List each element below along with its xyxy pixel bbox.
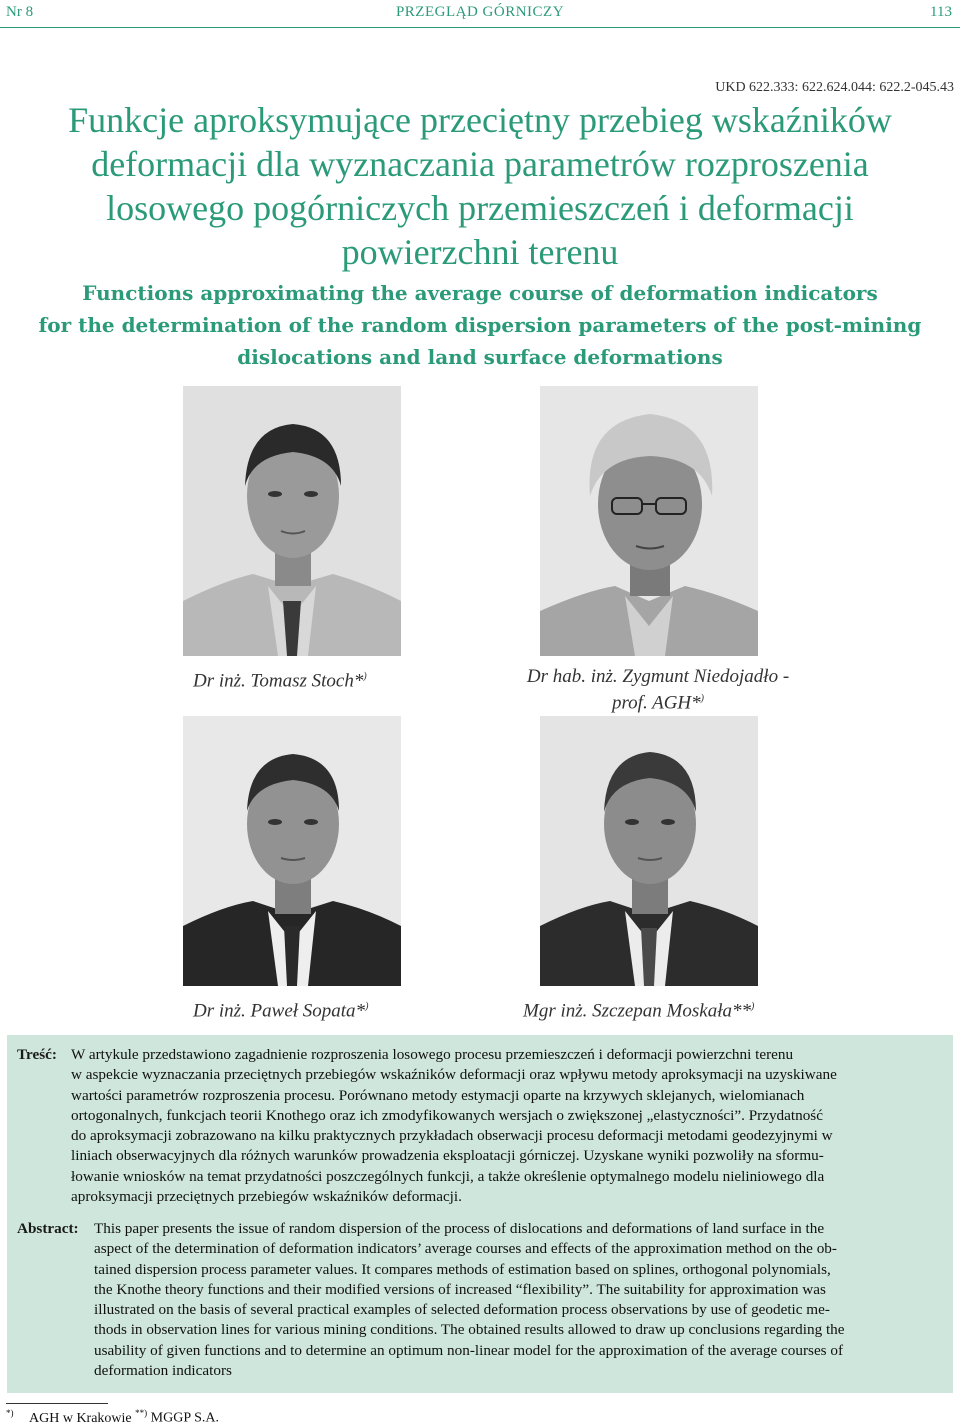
author-name: Dr hab. inż. Zygmunt Niedojadło - — [526, 666, 790, 687]
author-name: Mgr inż. Szczepan Moskała** — [523, 1000, 751, 1022]
author-name-cont: prof. AGH* — [611, 692, 701, 714]
footnote — [6, 1408, 219, 1427]
footnote-text: AGH w Krakowie — [29, 1410, 132, 1426]
abstract-line: thods in observation lines for various mining conditions. The obtained results allowed to draw up conclusions regarding the — [94, 1321, 845, 1339]
ukd-code: UKD 622.333: 622.624.044: 622.2-045.43 — [715, 80, 954, 95]
title-line: Funkcje aproksymujące przeciętny przebieg wskaźników — [68, 100, 892, 140]
running-header — [0, 0, 960, 26]
article-title — [0, 98, 960, 274]
footnote-text: MGGP S.A. — [150, 1410, 219, 1426]
abstract-en-label: Abstract: — [17, 1220, 79, 1237]
author-caption — [508, 666, 808, 714]
abstract-line: ortogonalnych, funkcjach teorii Knothego oraz ich zmodyfikowanych wersjach o zwiększonej „elastyczności”. Przydatność — [71, 1106, 823, 1124]
subtitle-line: Functions approximating the average course of deformation indicators — [82, 281, 878, 305]
abstract-pl-text — [71, 1045, 940, 1207]
author-name: Dr inż. Tomasz Stoch* — [193, 670, 364, 692]
author-caption — [193, 666, 367, 692]
abstract-line: This paper presents the issue of random dispersion of the process of dislocations and deformations of land surface in the — [94, 1220, 825, 1237]
issue-number: Nr 8 — [6, 4, 34, 20]
abstract-line: deformation indicators — [94, 1362, 232, 1380]
abstract-line: do aproksymacji zobrazowano na kilku praktycznych przykładach obserwacji procesu deformacji metodami geodezyjnymi w — [71, 1127, 833, 1145]
abstract-line: łowanie wniosków na temat przydatności poszczególnych funkcji, a także określenie optymalnego modelu nieliniowego dla — [71, 1167, 825, 1185]
header-rule — [0, 27, 960, 28]
journal-name: PRZEGLĄD GÓRNICZY — [395, 4, 565, 20]
title-line: powierzchni terenu — [341, 232, 619, 272]
footnote-rule — [6, 1403, 108, 1404]
abstract-line: the Knothe theory functions and their modified versions of increased “flexibility”. The suitability for approximation was — [94, 1280, 826, 1298]
page-number: 113 — [930, 4, 952, 20]
abstract-en-text — [94, 1219, 940, 1381]
author-mark: ) — [363, 671, 367, 682]
author-photo — [540, 716, 758, 986]
abstract-line: W artykule przedstawiono zagadnienie rozproszenia losowego procesu przemieszczeń i deformacji powierzchni terenu — [71, 1046, 794, 1063]
abstract-line: illustrated on the basis of several practical examples of selected deformation process observations by use of geodetic me- — [94, 1301, 830, 1319]
abstract-line: tained dispersion process parameter values. It compares methods of estimation based on splines, orthogonal polynomials, — [94, 1260, 831, 1278]
abstract-line: w aspekcie wyznaczania przeciętnych przebiegów wskaźników deformacji oraz wpływu metody aproksymacji na uzyskiwane — [71, 1066, 837, 1084]
article-subtitle — [0, 277, 960, 373]
author-mark: ) — [750, 1001, 755, 1012]
author-photo — [183, 716, 401, 986]
abstract-line: aproksymacji przeciętnych przebiegów wskaźników deformacji. — [71, 1188, 462, 1206]
abstract-line: aspect of the determination of deformation indicators’ average courses and effects of the approximation method on the ob- — [94, 1240, 837, 1258]
author-photo — [183, 386, 401, 656]
footnote-mark: *) — [6, 1408, 14, 1418]
abstract-line: usability of given functions and to determine an optimum non-linear model for the approximation of the average courses of — [94, 1341, 844, 1359]
footnote-mark: **) — [135, 1408, 148, 1418]
author-name: Dr inż. Paweł Sopata* — [193, 1000, 366, 1022]
author-caption — [523, 996, 754, 1022]
title-line: deformacji dla wyznaczania parametrów rozproszenia — [91, 144, 869, 184]
author-caption — [193, 996, 368, 1022]
abstract-pl-label: Treść: — [17, 1046, 57, 1063]
subtitle-line: dislocations and land surface deformations — [237, 345, 723, 369]
author-photo — [540, 386, 758, 656]
author-mark: ) — [700, 693, 705, 704]
title-line: losowego pogórniczych przemieszczeń i deformacji — [106, 188, 854, 228]
abstract-line: wartości parametrów rozproszenia procesu. Porównano metody estymacji oparte na krzywych sklejanych, wielomianach — [71, 1086, 805, 1104]
author-mark: ) — [365, 1001, 369, 1012]
abstract-line: liniach obserwacyjnych dla różnych warunków prowadzenia eksploatacji górniczej. Uzyskane wyniki pozwoliły na sformu- — [71, 1147, 824, 1165]
subtitle-line: for the determination of the random dispersion parameters of the post-mining — [38, 313, 922, 337]
